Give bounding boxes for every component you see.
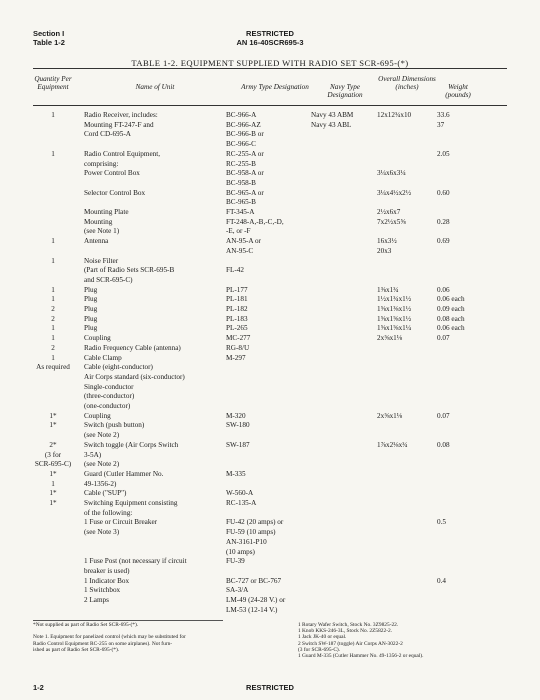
table-row bbox=[0, 246, 540, 256]
cell-dim: 3¼x6x3¼ bbox=[377, 169, 406, 178]
table-row bbox=[0, 236, 540, 246]
cell-wt: 0.08 each bbox=[437, 314, 465, 323]
table-row bbox=[0, 323, 540, 333]
table-row bbox=[0, 129, 540, 139]
footnotes-left bbox=[33, 622, 186, 653]
table-row bbox=[0, 285, 540, 295]
table-row bbox=[0, 595, 540, 605]
table-row bbox=[0, 197, 540, 207]
cell-wt: 0.07 bbox=[437, 411, 450, 420]
cell-name: Switching Equipment consisting bbox=[84, 499, 178, 507]
cell-qty: 1* bbox=[49, 489, 57, 498]
cell-wt: 0.60 bbox=[437, 188, 450, 197]
cell-name: 1 Switchbox bbox=[84, 586, 121, 595]
cell-name: 1 Fuse Post (not necessary if circuit bbox=[84, 557, 187, 566]
cell-army: -E, or -F bbox=[226, 227, 251, 236]
cell-dim: 20x3 bbox=[377, 246, 392, 255]
cell-name: (see Note 3) bbox=[84, 528, 120, 537]
cell-qty: 1* bbox=[49, 499, 57, 507]
cell-army: BC-966-A bbox=[226, 111, 257, 119]
cell-name: Radio Frequency Cable (antenna) bbox=[84, 343, 181, 352]
footnote-rule bbox=[33, 620, 223, 621]
cell-army: MC-277 bbox=[226, 334, 251, 343]
cell-wt: 0.28 bbox=[437, 217, 450, 226]
cell-army: RC-255-A or bbox=[226, 149, 264, 158]
cell-qty: 2 bbox=[51, 305, 55, 313]
cell-dim: 2x⅝x1⅛ bbox=[377, 334, 403, 343]
cell-wt: 0.4 bbox=[437, 576, 446, 585]
cell-name: (see Note 1) bbox=[84, 227, 120, 236]
footer-classification: RESTRICTED bbox=[246, 683, 294, 692]
table-row bbox=[0, 547, 540, 557]
cell-wt: 0.69 bbox=[437, 237, 450, 246]
table-label: Table 1-2 bbox=[33, 38, 65, 47]
table-row bbox=[0, 401, 540, 411]
table-row bbox=[0, 362, 540, 372]
cell-name: Coupling bbox=[84, 411, 111, 420]
table-row bbox=[0, 430, 540, 440]
cell-wt: 0.07 bbox=[437, 334, 450, 343]
cell-dim: 1⅝x1⅝x1¼ bbox=[377, 324, 412, 333]
table-row bbox=[0, 188, 540, 198]
cell-dim: 1⅝x1⅝x1½ bbox=[377, 314, 412, 323]
table-row bbox=[0, 450, 540, 460]
cell-name: Plug bbox=[84, 324, 98, 333]
col-header-navy: Navy Type Designation bbox=[327, 83, 363, 100]
cell-army: AN-95-C bbox=[226, 246, 254, 255]
cell-army: PL-181 bbox=[226, 295, 248, 304]
table-row bbox=[0, 294, 540, 304]
cell-name: Mounting bbox=[84, 217, 113, 226]
cell-name: 3-5A) bbox=[84, 450, 102, 459]
cell-dim: 2½x6x7 bbox=[377, 208, 401, 216]
table-row bbox=[0, 314, 540, 324]
cell-name: Cable ("SUP") bbox=[84, 489, 127, 498]
cell-army: (10 amps) bbox=[226, 547, 255, 556]
cell-qty: 1 bbox=[51, 479, 55, 488]
col-header-dim: Overall Dimensions (inches) bbox=[378, 75, 436, 92]
table-row bbox=[0, 440, 540, 450]
footnote-line: 2 Switch SW-187 (toggle) Air Corps AN-3022-2 bbox=[298, 640, 403, 647]
cell-dim: 3¼x4½x2½ bbox=[377, 188, 412, 197]
cell-qty: 1* bbox=[49, 411, 57, 420]
cell-qty: 1 bbox=[51, 353, 55, 362]
cell-name: Antenna bbox=[84, 237, 109, 246]
table-row bbox=[0, 217, 540, 227]
table-row bbox=[0, 159, 540, 169]
cell-army: BC-965-A or bbox=[226, 188, 264, 197]
cell-name: (see Note 2) bbox=[84, 460, 120, 469]
table-row bbox=[0, 488, 540, 498]
cell-army: PL-177 bbox=[226, 285, 248, 294]
footnote-line: 1 Rotary Wafer Switch, Stock No. 3Z9825-22. bbox=[298, 622, 399, 628]
cell-name: Radio Receiver, includes: bbox=[84, 111, 158, 119]
cell-name: Guard (Cutler Hammer No. bbox=[84, 469, 164, 478]
cell-army: FT-345-A bbox=[226, 208, 255, 216]
table-row bbox=[0, 207, 540, 217]
cell-qty: 1 bbox=[51, 324, 55, 333]
table-row bbox=[0, 517, 540, 527]
cell-army: AN-3161-P10 bbox=[226, 537, 267, 546]
cell-wt: 2.05 bbox=[437, 149, 450, 158]
table-row bbox=[0, 333, 540, 343]
cell-dim: 1⅞x2⅛x¾ bbox=[377, 440, 408, 449]
cell-dim: 1⅝x1⅜x1½ bbox=[377, 305, 412, 313]
table-row bbox=[0, 469, 540, 479]
cell-army: RG-8/U bbox=[226, 343, 250, 352]
table-row bbox=[0, 353, 540, 363]
cell-name: (Part of Radio Sets SCR-695-B bbox=[84, 266, 175, 275]
cell-army: RC-255-B bbox=[226, 159, 256, 168]
table-row bbox=[0, 556, 540, 566]
footnote-line: Note 1. Equipment for panelized control (which may be substituted for bbox=[33, 634, 186, 641]
cell-army: AN-95-A or bbox=[226, 237, 261, 246]
cell-name: comprising: bbox=[84, 159, 119, 168]
table-header-rule bbox=[33, 105, 507, 106]
cell-name: (see Note 2) bbox=[84, 431, 120, 440]
cell-army: FL-42 bbox=[226, 266, 244, 275]
cell-wt: 33.6 bbox=[437, 111, 450, 119]
cell-qty: SCR-695-C) bbox=[34, 460, 72, 469]
cell-army: LM-49 (24-28 V.) or bbox=[226, 596, 286, 604]
cell-name: Plug bbox=[84, 305, 98, 313]
table-row bbox=[0, 605, 540, 615]
cell-name: Plug bbox=[84, 295, 98, 304]
table-row bbox=[0, 537, 540, 547]
table-row bbox=[0, 566, 540, 576]
cell-name: Mounting Plate bbox=[84, 208, 129, 216]
table-row bbox=[0, 372, 540, 382]
cell-dim: 1½x1¾x1½ bbox=[377, 295, 412, 304]
table-row bbox=[0, 275, 540, 285]
cell-name: Coupling bbox=[84, 334, 111, 343]
section-label: Section I bbox=[33, 29, 65, 38]
cell-qty: As required bbox=[36, 363, 70, 372]
cell-name: Single-conductor bbox=[84, 382, 134, 391]
cell-army: FU-59 (10 amps) bbox=[226, 528, 276, 537]
cell-army: PL-265 bbox=[226, 324, 248, 333]
cell-name: Plug bbox=[84, 285, 98, 294]
footnote-line: *Not supplied as part of Radio Set SCR-695-(*). bbox=[33, 622, 139, 628]
footnote-line: Radio Control Equipment RC-255 on some airplanes). Not furn- bbox=[33, 640, 173, 647]
table-row bbox=[0, 391, 540, 401]
cell-army: PL-183 bbox=[226, 314, 248, 323]
footnote-line: 1 Guard M-335 (Cutler Hammer No. 49-1356-2 or equal). bbox=[298, 653, 424, 660]
cell-wt: 0.06 each bbox=[437, 295, 465, 304]
cell-qty: 1* bbox=[49, 421, 57, 430]
table-row bbox=[0, 168, 540, 178]
page-number: 1-2 bbox=[33, 683, 44, 692]
cell-name: (one-conductor) bbox=[84, 402, 131, 410]
cell-dim: 2x⅝x1⅛ bbox=[377, 411, 403, 420]
cell-name: Mounting FT-247-F and bbox=[84, 120, 154, 129]
cell-name: (three-conductor) bbox=[84, 392, 135, 401]
cell-wt: 0.5 bbox=[437, 518, 446, 527]
document-header bbox=[0, 29, 540, 47]
cell-army: BC-966-C bbox=[226, 140, 256, 149]
table-row bbox=[0, 110, 540, 120]
cell-name: Cord CD-695-A bbox=[84, 130, 131, 139]
table-row bbox=[0, 459, 540, 469]
cell-army: BC-966-B or bbox=[226, 130, 264, 139]
cell-name: 1 Indicator Box bbox=[84, 576, 130, 585]
cell-army: BC-727 or BC-767 bbox=[226, 576, 282, 585]
footnote-line: (3 for SCR-695-C). bbox=[298, 646, 341, 653]
cell-qty: 1 bbox=[51, 237, 55, 246]
table-row bbox=[0, 498, 540, 508]
cell-army: PL-182 bbox=[226, 305, 248, 313]
cell-name: Power Control Box bbox=[84, 169, 140, 178]
cell-army: M-320 bbox=[226, 411, 246, 420]
footnote-line: 1 Jack JK-40 or equal. bbox=[298, 634, 347, 641]
cell-name: Radio Control Equipment, bbox=[84, 149, 161, 158]
cell-name: Switch toggle (Air Corps Switch bbox=[84, 440, 179, 449]
table-row bbox=[0, 479, 540, 489]
cell-name: Noise Filter bbox=[84, 256, 119, 265]
cell-army: SW-187 bbox=[226, 440, 250, 449]
cell-name: Selector Control Box bbox=[84, 188, 146, 197]
cell-army: BC-965-B bbox=[226, 198, 256, 207]
cell-wt: 0.08 bbox=[437, 440, 450, 449]
cell-navy: Navy 43 ABL bbox=[311, 120, 352, 129]
cell-name: Switch (push button) bbox=[84, 421, 145, 430]
col-header-army: Army Type Designation bbox=[241, 83, 309, 91]
cell-wt: 37 bbox=[437, 120, 445, 129]
table-row bbox=[0, 120, 540, 130]
table-row bbox=[0, 178, 540, 188]
cell-dim: 7x2½x5⅝ bbox=[377, 217, 406, 226]
table-row bbox=[0, 139, 540, 149]
table-row bbox=[0, 585, 540, 595]
cell-qty: 2 bbox=[51, 343, 55, 352]
cell-qty: 2* bbox=[49, 440, 57, 449]
table-row bbox=[0, 256, 540, 266]
cell-army: BC-958-B bbox=[226, 178, 256, 187]
cell-army: SW-180 bbox=[226, 421, 250, 430]
table-row bbox=[0, 226, 540, 236]
cell-wt: 0.09 each bbox=[437, 305, 465, 313]
table-row bbox=[0, 411, 540, 421]
cell-army: W-560-A bbox=[226, 489, 254, 498]
footnotes-right bbox=[298, 622, 423, 659]
cell-army: FT-248-A,-B,-C,-D, bbox=[226, 217, 284, 226]
cell-dim: 12x12¾x10 bbox=[377, 111, 412, 119]
footnote-line: 1 Knob KKS-246-3L, Stock No. 2Z5822-2. bbox=[298, 628, 393, 635]
table-row bbox=[0, 149, 540, 159]
cell-name: Cable Clamp bbox=[84, 353, 122, 362]
footnote-line: ished as part of Radio Set SCR-695-(*). bbox=[33, 646, 120, 653]
cell-wt: 0.06 bbox=[437, 285, 450, 294]
cell-qty: (3 for bbox=[44, 450, 62, 459]
cell-army: BC-966-AZ bbox=[226, 120, 261, 129]
cell-wt: 0.06 each bbox=[437, 324, 465, 333]
cell-qty: 1 bbox=[51, 256, 55, 265]
table-title: TABLE 1-2. EQUIPMENT SUPPLIED WITH RADIO SET SCR-695-(*) bbox=[131, 58, 409, 68]
col-header-qty: Quantity Per Equipment bbox=[34, 75, 72, 92]
table-row bbox=[0, 527, 540, 537]
cell-army: FU-39 bbox=[226, 557, 245, 566]
cell-qty: 1 bbox=[51, 285, 55, 294]
cell-name: Cable (eight-conductor) bbox=[84, 363, 153, 372]
cell-name: and SCR-695-C) bbox=[84, 275, 133, 284]
cell-qty: 1* bbox=[49, 469, 57, 478]
cell-navy: Navy 43 ABM bbox=[311, 111, 354, 119]
cell-name: 49-1356-2) bbox=[84, 479, 117, 488]
cell-name: of the following: bbox=[84, 508, 133, 517]
cell-name: breaker is used) bbox=[84, 566, 130, 575]
cell-army: BC-958-A or bbox=[226, 169, 264, 178]
table-row bbox=[0, 265, 540, 275]
header-classification: RESTRICTED bbox=[246, 29, 294, 38]
table-row bbox=[0, 508, 540, 518]
cell-army: SA-3/A bbox=[226, 586, 249, 595]
table-top-rule bbox=[33, 68, 507, 69]
cell-qty: 1 bbox=[51, 149, 55, 158]
cell-army: LM-53 (12-14 V.) bbox=[226, 605, 278, 614]
cell-name: 1 Fuse or Circuit Breaker bbox=[84, 518, 158, 527]
cell-qty: 1 bbox=[51, 111, 55, 119]
cell-name: Air Corps standard (six-conductor) bbox=[84, 372, 185, 381]
cell-qty: 1 bbox=[51, 295, 55, 304]
col-header-wt: Weight (pounds) bbox=[445, 83, 471, 100]
table-row bbox=[0, 576, 540, 586]
table-row bbox=[0, 304, 540, 314]
cell-qty: 1 bbox=[51, 334, 55, 343]
cell-qty: 2 bbox=[51, 314, 55, 323]
cell-name: Plug bbox=[84, 314, 98, 323]
cell-dim: 1⅜x1¾ bbox=[377, 285, 399, 294]
col-header-name: Name of Unit bbox=[135, 83, 175, 91]
cell-army: FU-42 (20 amps) or bbox=[226, 518, 284, 527]
cell-army: M-297 bbox=[226, 353, 246, 362]
cell-army: RC-135-A bbox=[226, 499, 257, 507]
table-row bbox=[0, 420, 540, 430]
cell-dim: 16x3½ bbox=[377, 237, 397, 246]
table-row bbox=[0, 343, 540, 353]
cell-name: 2 Lamps bbox=[84, 596, 109, 604]
document-number: AN 16-40SCR695-3 bbox=[236, 38, 304, 47]
table-row bbox=[0, 382, 540, 392]
cell-army: M-335 bbox=[226, 469, 246, 478]
